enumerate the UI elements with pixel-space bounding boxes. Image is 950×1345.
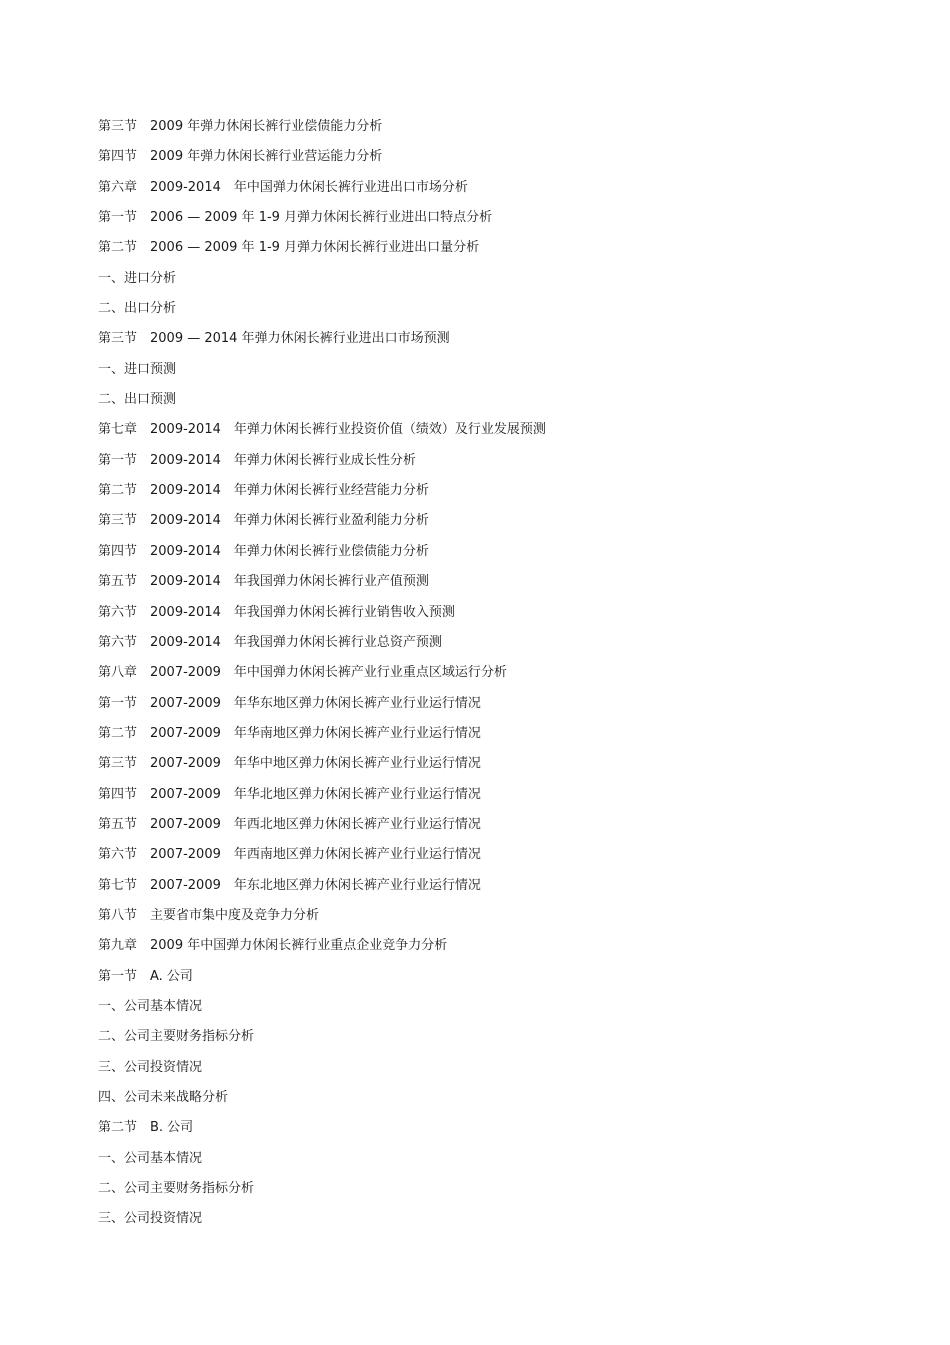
toc-line: 一、进口分析 — [98, 270, 177, 286]
toc-line: 三、公司投资情况 — [98, 1059, 203, 1075]
toc-line: 第六章 2009-2014 年中国弹力休闲长裤行业进出口市场分析 — [98, 179, 468, 195]
toc-line: 第三节 2009 年弹力休闲长裤行业偿债能力分析 — [98, 119, 383, 134]
toc-line: 二、公司主要财务指标分析 — [98, 1029, 255, 1045]
toc-line: 第九章 2009 年中国弹力休闲长裤行业重点企业竞争力分析 — [98, 938, 448, 954]
toc-line: 第三节 2009 — 2014 年弹力休闲长裤行业进出口市场预测 — [98, 331, 450, 347]
toc-line: 第五节 2009-2014 年我国弹力休闲长裤行业产值预测 — [98, 574, 429, 590]
toc-line: 第四节 2007-2009 年华北地区弹力休闲长裤产业行业运行情况 — [98, 786, 481, 802]
toc-line: 二、出口预测 — [98, 392, 177, 408]
toc-line: 第六节 2009-2014 年我国弹力休闲长裤行业总资产预测 — [98, 634, 442, 650]
toc-line: 第一节 2009-2014 年弹力休闲长裤行业成长性分析 — [98, 452, 416, 468]
toc-line: 第六节 2007-2009 年西南地区弹力休闲长裤产业行业运行情况 — [98, 847, 481, 863]
toc-line: 第二节 2007-2009 年华南地区弹力休闲长裤产业行业运行情况 — [98, 725, 481, 741]
toc-line: 第八节 主要省市集中度及竞争力分析 — [98, 907, 320, 923]
toc-line: 一、公司基本情况 — [98, 1150, 203, 1166]
toc-line: 第二节 2006 — 2009 年 1-9 月弹力休闲长裤行业进出口量分析 — [98, 240, 480, 256]
toc-line: 第八章 2007-2009 年中国弹力休闲长裤产业行业重点区域运行分析 — [98, 665, 507, 681]
toc-line: 第四节 2009 年弹力休闲长裤行业营运能力分析 — [98, 149, 383, 165]
toc-line: 第三节 2009-2014 年弹力休闲长裤行业盈利能力分析 — [98, 513, 429, 529]
toc-line: 第一节 2007-2009 年华东地区弹力休闲长裤产业行业运行情况 — [98, 695, 481, 711]
toc-line: 第五节 2007-2009 年西北地区弹力休闲长裤产业行业运行情况 — [98, 816, 481, 832]
toc-line: 第七章 2009-2014 年弹力休闲长裤行业投资价值（绩效）及行业发展预测 — [98, 422, 546, 438]
toc-line: 一、公司基本情况 — [98, 998, 203, 1014]
table-of-contents — [98, 116, 858, 1239]
toc-line: 第二节 B. 公司 — [98, 1120, 194, 1136]
toc-line: 第四节 2009-2014 年弹力休闲长裤行业偿债能力分析 — [98, 543, 429, 559]
toc-line: 第一节 2006 — 2009 年 1-9 月弹力休闲长裤行业进出口特点分析 — [98, 210, 493, 226]
toc-line: 第六节 2009-2014 年我国弹力休闲长裤行业销售收入预测 — [98, 604, 455, 620]
toc-line: 一、进口预测 — [98, 361, 177, 377]
toc-line: 第七节 2007-2009 年东北地区弹力休闲长裤产业行业运行情况 — [98, 877, 481, 893]
toc-line: 第二节 2009-2014 年弹力休闲长裤行业经营能力分析 — [98, 483, 429, 499]
toc-line: 四、公司未来战略分析 — [98, 1090, 229, 1105]
toc-line: 三、公司投资情况 — [98, 1211, 203, 1227]
toc-line: 第一节 A. 公司 — [98, 968, 193, 984]
toc-line: 第三节 2007-2009 年华中地区弹力休闲长裤产业行业运行情况 — [98, 756, 481, 772]
toc-line: 二、公司主要财务指标分析 — [98, 1181, 255, 1197]
toc-line: 二、出口分析 — [98, 301, 177, 317]
